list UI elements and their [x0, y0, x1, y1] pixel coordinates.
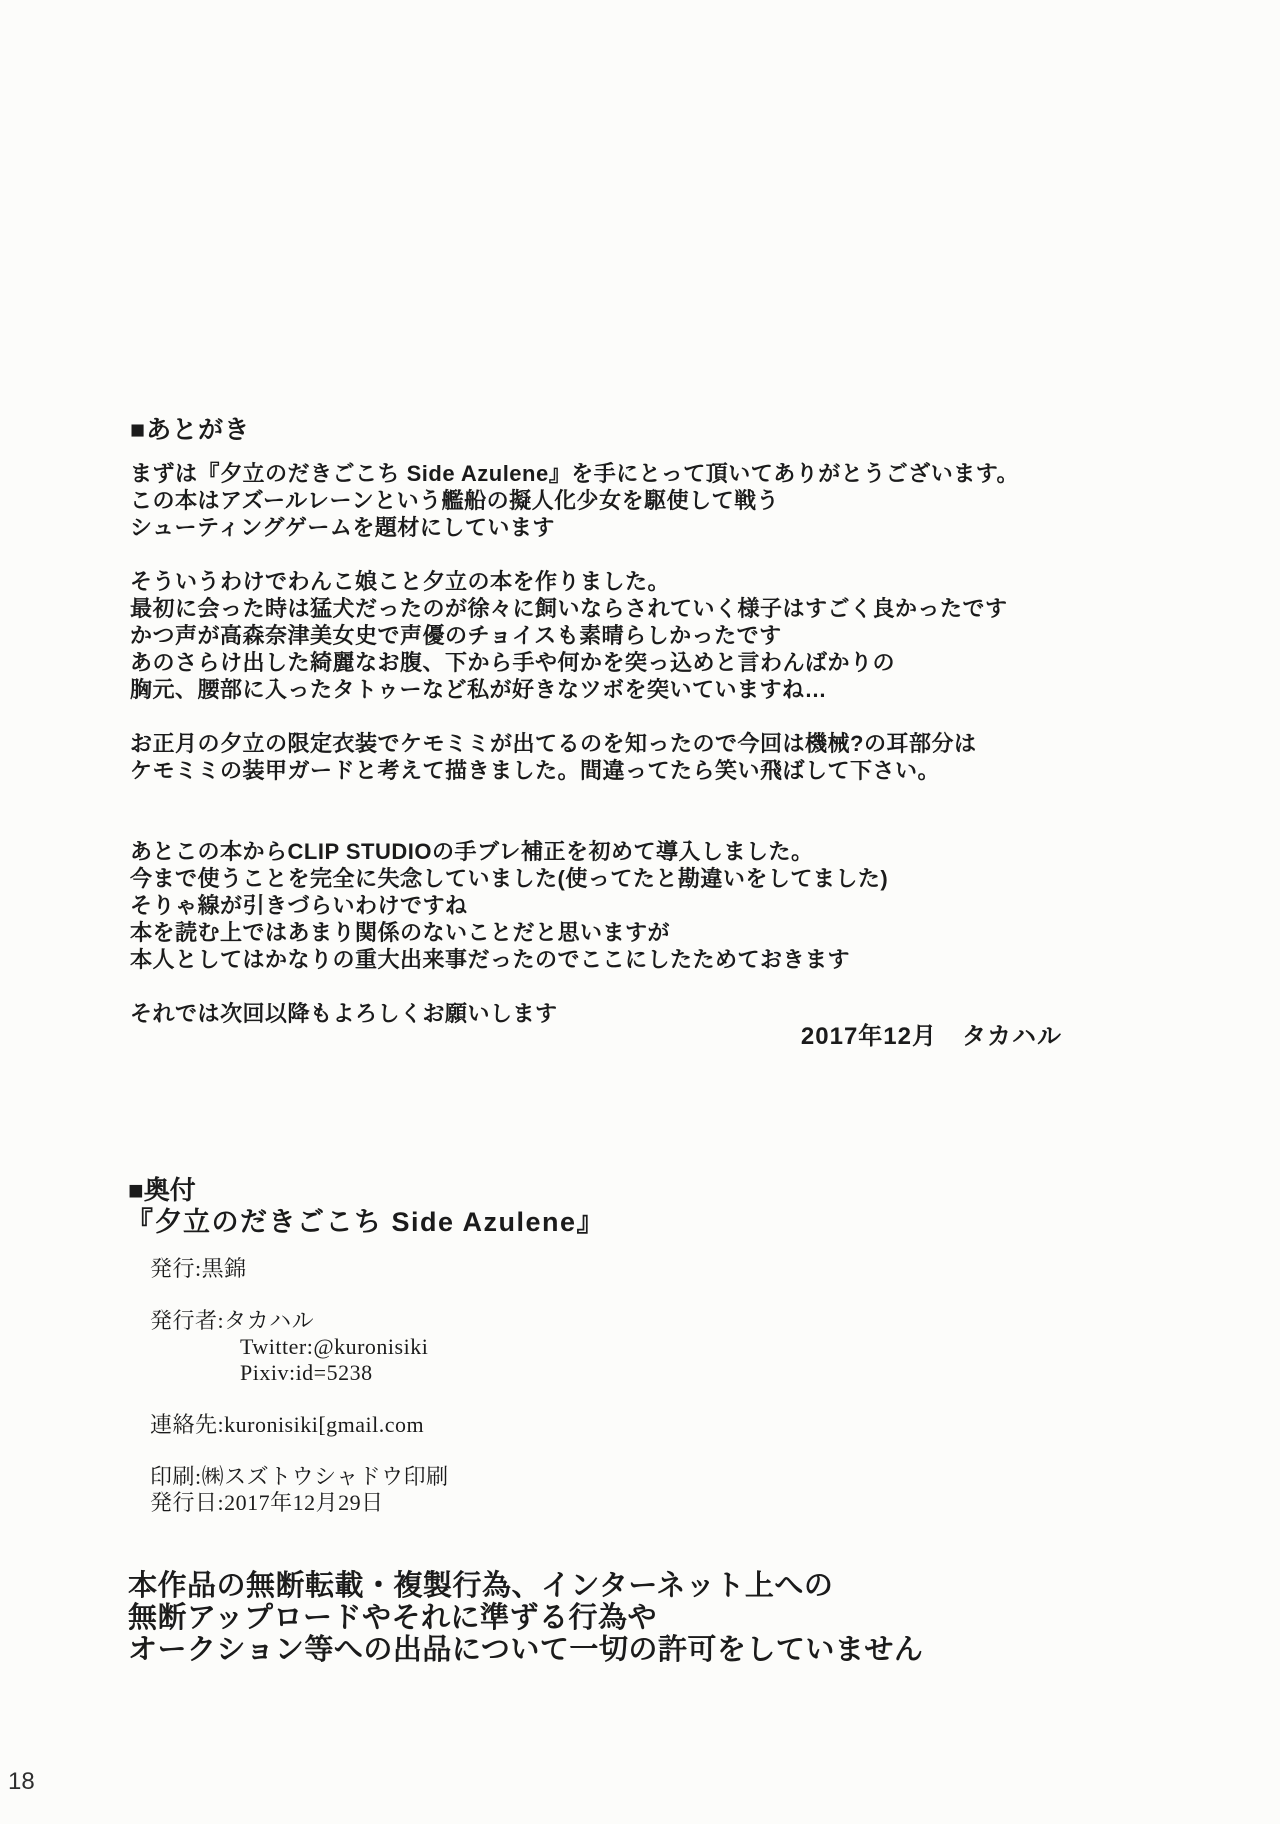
text-line: 発行者:タカハル — [150, 1308, 315, 1333]
text-line: あのさらけ出した綺麗なお腹、下から手や何かを突っ込めと言わんばかりの — [130, 650, 896, 675]
text-line: そういうわけでわんこ娘こと夕立の本を作りました。 — [130, 569, 671, 594]
text-line — [130, 973, 1190, 1000]
text-line: オークション等への出品について一切の許可をしていません — [128, 1634, 924, 1666]
text-line — [150, 1282, 850, 1308]
text-line: 本人としてはかなりの重大出来事だったのでここにしたためておきます — [130, 947, 851, 972]
text-line: 最初に会った時は猛犬だったのが徐々に飼いならされていく様子はすごく良かったです — [130, 596, 1008, 621]
colophon-book-title: 『夕立のだきごこち Side Azulene』 — [126, 1207, 606, 1237]
text-line: 今まで使うことを完全に失念していました(使ってたと勘違いをしてました) — [130, 866, 889, 891]
text-line: 印刷:㈱スズトウシャドウ印刷 — [150, 1464, 449, 1489]
colophon-details — [150, 1256, 850, 1516]
text-line — [150, 1386, 850, 1412]
text-line: 本作品の無断転載・複製行為、インターネット上への — [128, 1570, 834, 1602]
text-line: そりゃ線が引きづらいわけですね — [130, 893, 468, 918]
text-line: お正月の夕立の限定衣装でケモミミが出てるのを知ったので今回は機械?の耳部分は — [130, 731, 977, 756]
text-line: それでは次回以降もよろしくお願いします — [130, 1001, 558, 1026]
text-line: 連絡先:kuronisiki[gmail.com — [150, 1412, 425, 1437]
text-line: 本を読む上ではあまり関係のないことだと思いますが — [130, 920, 671, 945]
afterword-body — [130, 460, 1190, 1027]
text-line: ケモミミの装甲ガードと考えて描きました。間違ってたら笑い飛ばして下さい。 — [130, 758, 941, 783]
text-line — [130, 784, 1190, 811]
text-line: シューティングゲームを題材にしています — [130, 515, 555, 540]
text-line: Twitter:@kuronisiki — [150, 1334, 429, 1359]
text-line — [130, 811, 1190, 838]
copyright-notice — [128, 1570, 1148, 1666]
text-line: 発行:黒錦 — [150, 1256, 247, 1281]
colophon-heading: ■奥付 — [128, 1175, 196, 1205]
page-number: 18 — [8, 1768, 35, 1795]
text-line: 無断アップロードやそれに準ずる行為や — [128, 1602, 657, 1634]
text-line — [130, 703, 1190, 730]
afterword-heading: ■あとがき — [130, 416, 251, 444]
text-line: あとこの本からCLIP STUDIOの手ブレ補正を初めて導入しました。 — [130, 839, 814, 864]
text-line: かつ声が高森奈津美女史で声優のチョイスも素晴らしかったです — [130, 623, 782, 648]
afterword-signoff: 2017年12月 タカハル — [800, 1023, 1062, 1050]
text-line: まずは『夕立のだきごこち Side Azulene』を手にとって頂いてありがとうございます。 — [130, 461, 1020, 486]
text-line: 胸元、腰部に入ったタトゥーなど私が好きなツボを突いていますね… — [130, 677, 827, 702]
text-line — [150, 1438, 850, 1464]
text-line: この本はアズールレーンという艦船の擬人化少女を駆使して戦う — [130, 488, 780, 513]
text-line — [130, 541, 1190, 568]
text-line: Pixiv:id=5238 — [150, 1360, 373, 1385]
text-line: 発行日:2017年12月29日 — [150, 1490, 384, 1515]
